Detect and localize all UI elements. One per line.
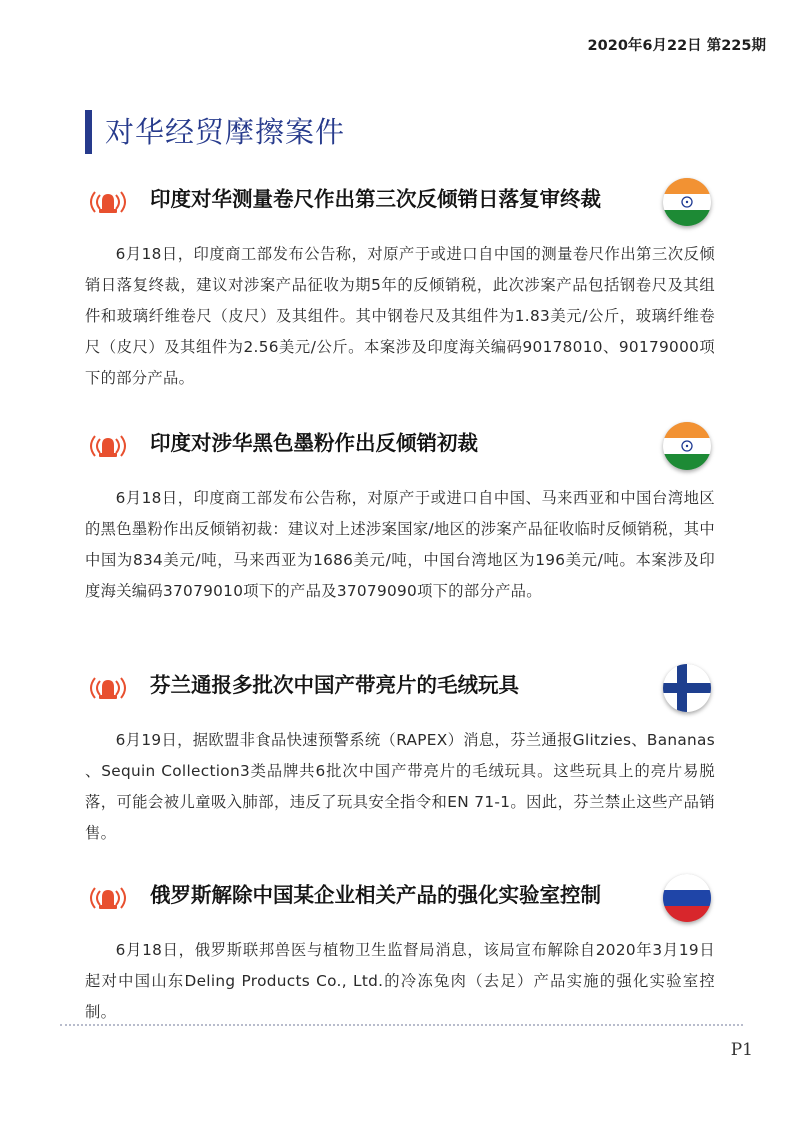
article (0, 422, 793, 607)
article-title: 印度对华测量卷尺作出第三次反倾销日落复审终裁 (150, 187, 601, 211)
article-title: 印度对涉华黑色墨粉作出反倾销初裁 (150, 431, 478, 455)
russia-flag-icon (663, 874, 711, 922)
issue-date: 2020年6月22日 第225期 (587, 38, 766, 54)
article-body: 6月18日，俄罗斯联邦兽医与植物卫生监督局消息，该局宣布解除自2020年3月19日起对中国山东Deling Products Co., Ltd.的冷冻兔肉（去足）产品实施的强化实验室控制。 (85, 941, 715, 1021)
article (0, 874, 793, 1028)
alarm-bell-icon (88, 434, 128, 460)
article-title: 俄罗斯解除中国某企业相关产品的强化实验室控制 (150, 883, 601, 907)
india-flag-icon (663, 422, 711, 470)
india-flag-icon (663, 178, 711, 226)
article-body: 6月18日，印度商工部发布公告称，对原产于或进口自中国的测量卷尺作出第三次反倾销日落复终裁，建议对涉案产品征收为期5年的反倾销税，此次涉案产品包括钢卷尺及其组件和玻璃纤维卷尺（皮尺）及其组件。其中钢卷尺及其组件为1.83美元/公斤，玻璃纤维卷尺（皮尺）及其组件为2.56美元/公斤。本案涉及印度海关编码90178010、90179000项下的部分产品。 (85, 245, 715, 387)
alarm-bell-icon (88, 886, 128, 912)
page-number: P1 (730, 1040, 753, 1060)
footer-divider (60, 1024, 743, 1026)
alarm-bell-icon (88, 676, 128, 702)
article (0, 178, 793, 394)
section-title: 对华经贸摩擦案件 (105, 115, 346, 149)
article-body: 6月18日，印度商工部发布公告称，对原产于或进口自中国、马来西亚和中国台湾地区的黑色墨粉作出反倾销初裁：建议对上述涉案国家/地区的涉案产品征收临时反倾销税，其中中国为834美元/吨，马来西亚为1686美元/吨，中国台湾地区为196美元/吨。本案涉及印度海关编码37079010项下的产品及37079090项下的部分产品。 (85, 489, 715, 600)
alarm-bell-icon (88, 190, 128, 216)
finland-flag-icon (663, 664, 711, 712)
article-body: 6月19日，据欧盟非食品快速预警系统（RAPEX）消息，芬兰通报Glitzies、Bananas 、Sequin Collection3类品牌共6批次中国产带亮片的毛绒玩具。这些玩具上的亮片易脱落，可能会被儿童吸入肺部，违反了玩具安全指令和EN 71-1。因此，芬兰禁止这些产品销售。 (85, 731, 715, 842)
section-accent-bar (85, 110, 92, 154)
article (0, 664, 793, 849)
article-title: 芬兰通报多批次中国产带亮片的毛绒玩具 (150, 673, 519, 697)
